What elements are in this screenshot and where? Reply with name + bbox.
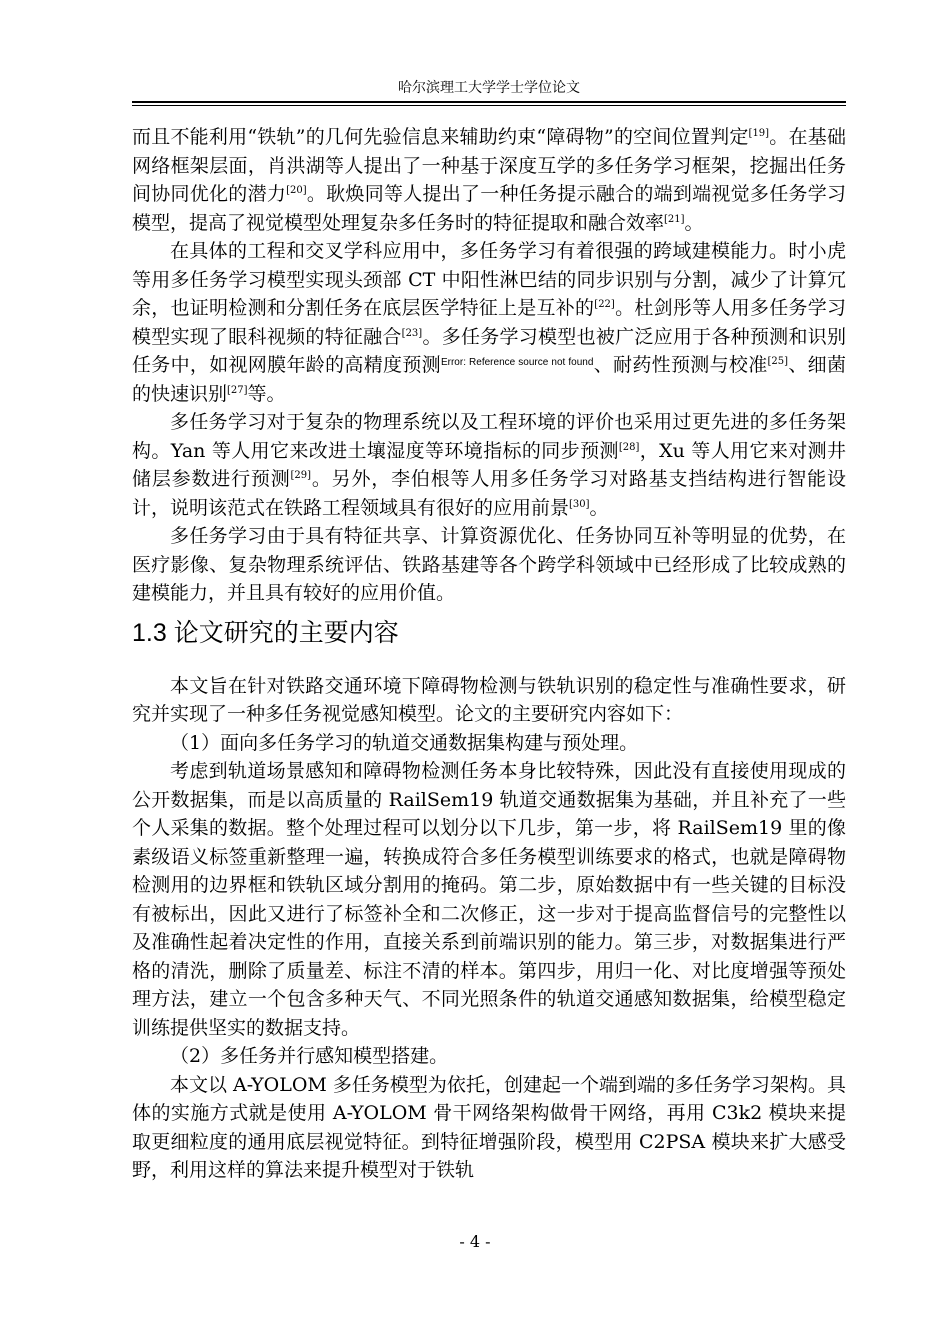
paragraph-summary: 多任务学习由于具有特征共享、计算资源优化、任务协同互补等明显的优势，在医疗影像、复杂物理系统评估、铁路基建等各个跨学科领域中已经形成了比较成熟的建模能力，并且具有较好的应用价值。 [132, 525, 846, 604]
citation: [25] [767, 356, 789, 367]
citation: [20] [286, 185, 307, 196]
citation: [28] [618, 441, 640, 453]
page-body [132, 123, 846, 1185]
paragraph-physical-systems: 多任务学习对于复杂的物理系统以及工程环境的评价也采用过更先进的多任务架构。Yan 等人用它来改进土壤湿度等环境指标的同步预测[28]，Xu 等人用它来对测井储层参数进行预测[29]。另外，李伯根等人用多任务学习对路基支挡结构进行智能设计，说明该范式在铁路工程领域具有很好的应用前景[30]。 [132, 411, 846, 519]
section-heading: 1.3 论文研究的主要内容 [132, 618, 399, 647]
paragraph-multitask-frameworks: 而且不能利用“铁轨”的几何先验信息来辅助约束“障碍物”的空间位置判定[19]。在基础网络框架层面，肖洪湖等人提出了一种基于深度互学的多任务学习框架，挖掘出任务间协同优化的潜力[20]。耿焕同等人提出了一种任务提示融合的端到端视觉多任务学习模型，提高了视觉模型处理复杂多任务时的特征提取和融合效率[21]。 [132, 126, 846, 234]
reference-error: Error: Reference source not found [440, 357, 594, 368]
citation: [30] [569, 498, 590, 510]
page-header: 哈尔滨理工大学学士学位论文 [398, 80, 580, 96]
citation: [27] [227, 384, 248, 396]
header-rule-thin [132, 105, 846, 106]
citation: [19] [748, 128, 770, 139]
citation: [23] [401, 327, 423, 339]
paragraph-dataset: 考虑到轨道场景感知和障碍物检测任务本身比较特殊，因此没有直接使用现成的公开数据集，而是以高质量的 RailSem19 轨道交通数据集为基础，并且补充了一些个人采集的数据。整个处理过程可以划分以下几步，第一步，将 RailSem19 里的像素级语义标签重新整理一遍，转换成符合多任务模型训练要求的格式，也就是障碍物检测用的边界框和铁轨区域分割用的掩码。第二步，原始数据中有一些关键的目标没有被标出，因此又进行了标签补全和二次修正，这一步对于提高监督信号的完整性以及准确性起着决定性的作用，直接关系到前端识别的能力。第三步，对数据集进行严格的清洗，删除了质量差、标注不清的样本。第四步，用归一化、对比度增强等预处理方法，建立一个包含多种天气、不同光照条件的轨道交通感知数据集，给模型稳定训练提供坚实的数据支持。 [132, 760, 846, 1039]
paragraph-model: 本文以 A-YOLOM 多任务模型为依托，创建起一个端到端的多任务学习架构。具体的实施方式就是使用 A-YOLOM 骨干网络架构做骨干网络，再用 C3k2 模块来提取更细粒度的通用底层视觉特征。到特征增强阶段，模型用 C2PSA 模块来扩大感受野，利用这样的算法来提升模型对于铁轨 [132, 1073, 846, 1181]
citation: [21] [664, 213, 685, 225]
header-rule-thick [132, 101, 846, 103]
citation: [29] [290, 470, 312, 481]
list-item-1: （1）面向多任务学习的轨道交通数据集构建与预处理。 [170, 731, 639, 754]
paragraph-engineering-applications: 在具体的工程和交叉学科应用中，多任务学习有着很强的跨域建模能力。时小虎等用多任务学习模型实现头颈部 CT 中阳性淋巴结的同步识别与分割，减少了计算冗余，也证明检测和分割任务在底层医学特征上是互补的[22]。杜剑彤等人用多任务学习模型实现了眼科视频的特征融合[23]。多任务学习模型也被广泛应用于各种预测和识别任务中，如视网膜年龄的高精度预测$^{Error: Reference source not found}$、耐药性预测与校准[25]、细菌的快速识别[27]等。 [132, 240, 846, 405]
citation: [22] [594, 299, 615, 310]
list-item-2: （2）多任务并行感知模型搭建。 [170, 1045, 449, 1067]
page-number: - 4 - [459, 1232, 491, 1251]
paragraph-research-intro: 本文旨在针对铁路交通环境下障碍物检测与铁轨识别的稳定性与准确性要求，研究并实现了一种多任务视觉感知模型。论文的主要研究内容如下： [132, 674, 846, 725]
